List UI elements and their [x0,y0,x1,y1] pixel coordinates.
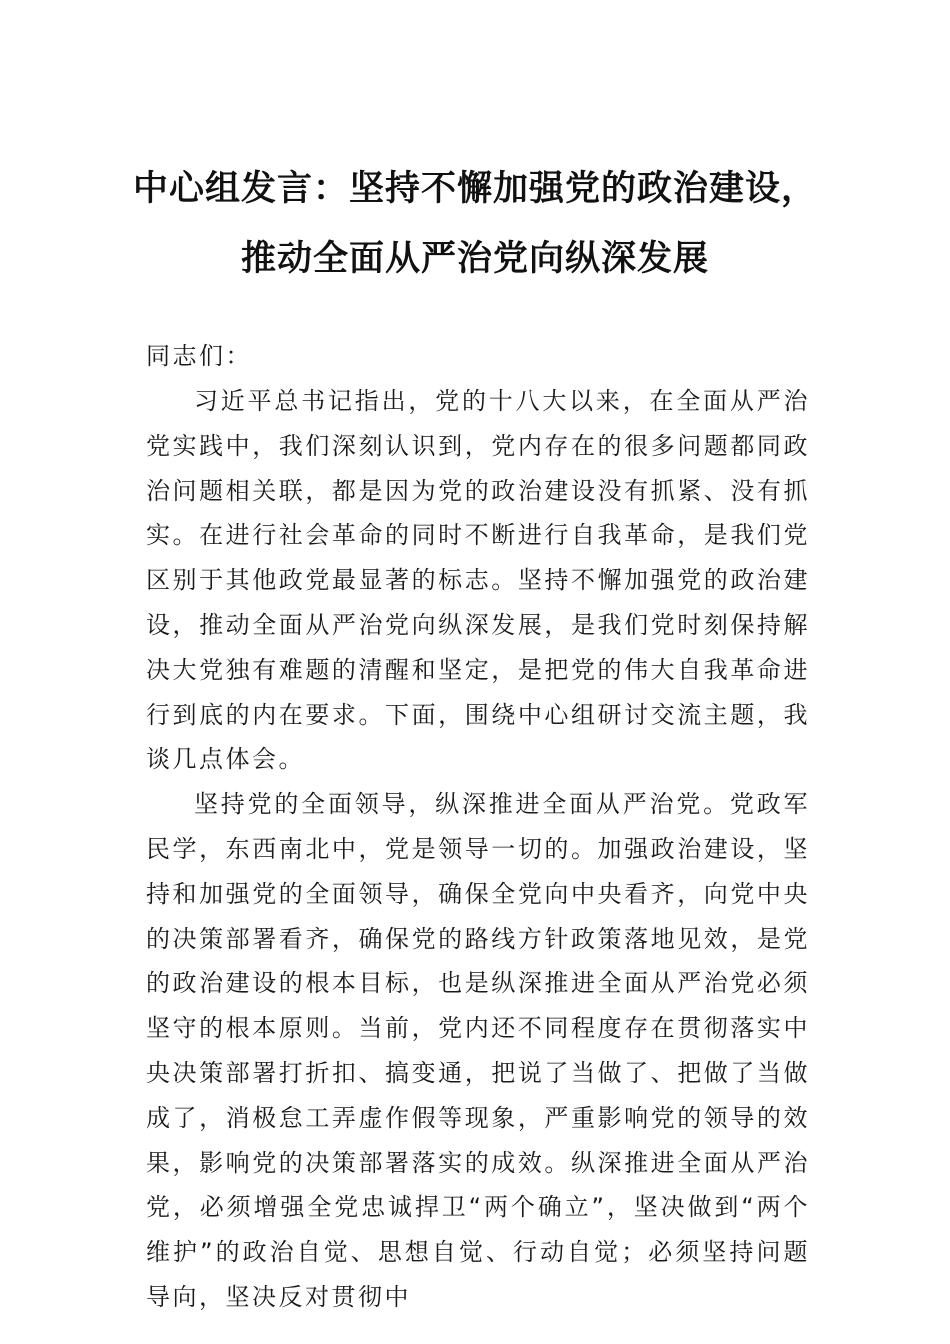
document-body [146,379,810,1320]
paragraph-1: 习近平总书记指出，党的十八大以来，在全面从严治党实践中，我们深刻认识到，党内存在的很多问题都同政治问题相关联，都是因为党的政治建设没有抓紧、没有抓实。在进行社会革命的同时不断进行自我革命，是我们党区别于其他政党最显著的标志。坚持不懈加强党的政治建设，推动全面从严治党向纵深发展，是我们党时刻保持解决大党独有难题的清醒和坚定，是把党的伟大自我革命进行到底的内在要求。下面，围绕中心组研讨交流主题，我谈几点体会。 [146,387,810,774]
document-title-line-1: 中心组发言：坚持不懈加强党的政治建设， [132,168,817,209]
paragraph-2: 坚持党的全面领导，纵深推进全面从严治党。党政军民学，东西南北中，党是领导一切的。加强政治建设，坚持和加强党的全面领导，确保全党向中央看齐，向党中央的决策部署看齐，确保党的路线方针政策落地见效，是党的政治建设的根本目标，也是纵深推进全面从严治党必须坚守的根本原则。当前，党内还不同程度存在贯彻落实中央决策部署打折扣、搞变通，把说了当做了、把做了当做成了，消极怠工弄虚作假等现象，严重影响党的领导的效果，影响党的决策部署落实的成效。纵深推进全面从严治党，必须增强全党忠诚捍卫“两个确立”，坚决做到“两个维护”的政治自觉、思想自觉、行动自觉；必须坚持问题导向，坚决反对贯彻中 [146,790,810,1311]
salutation: 同志们： [146,342,252,370]
document-title-line-2: 推动全面从严治党向纵深发展 [240,238,709,279]
